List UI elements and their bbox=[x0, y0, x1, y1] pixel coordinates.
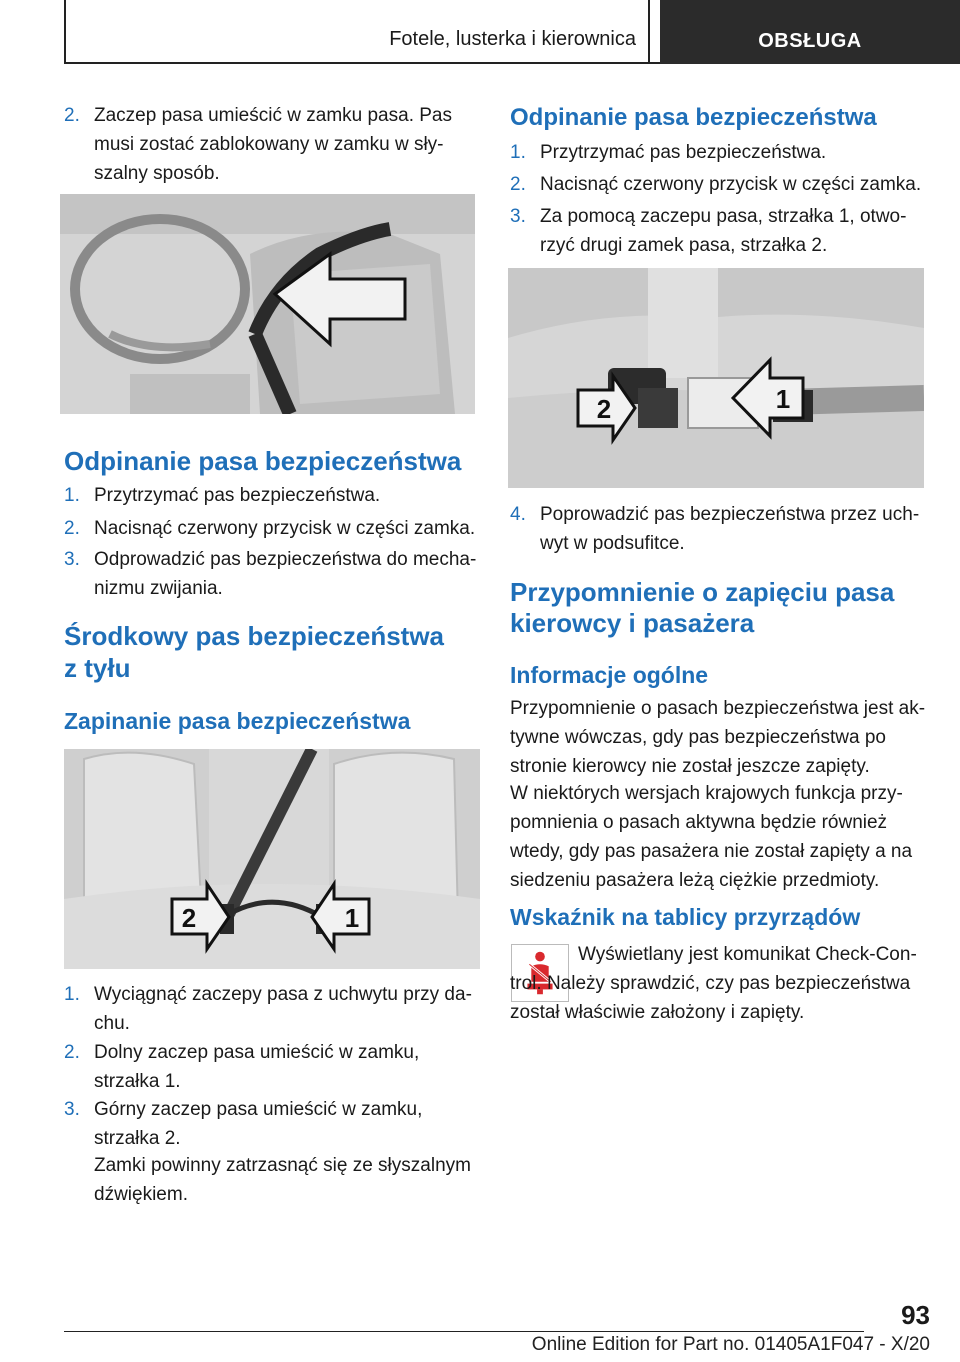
arrow-label-1: 1 bbox=[344, 903, 360, 933]
step-number: 1. bbox=[64, 485, 80, 506]
step-text: Górny zaczep pasa umieścić w zamku, strzałka 2. bbox=[94, 1099, 423, 1149]
step-text: Poprowadzić pas bezpieczeństwa przez uchwyt w podsufitce. bbox=[540, 504, 920, 554]
step-number: 3. bbox=[64, 1099, 80, 1120]
step-number: 1. bbox=[510, 142, 526, 163]
step-number: 2. bbox=[510, 174, 526, 195]
rear-center-belt-photo bbox=[64, 749, 480, 969]
step-number: 3. bbox=[510, 206, 526, 227]
step-text: Odprowadzić pas bezpieczeństwa do mechanizmu zwijania. bbox=[94, 549, 477, 599]
step-number: 1. bbox=[64, 984, 80, 1005]
indicator-subheading: Wskaźnik na tablicy przyrządów bbox=[510, 904, 861, 930]
page-number: 93 bbox=[901, 1300, 930, 1330]
reminder-heading-line2: kierowcy i pasażera bbox=[510, 608, 755, 638]
arrow-label-2: 2 bbox=[181, 903, 197, 933]
step-text: Nacisnąć czerwony przycisk w części zamka. bbox=[540, 174, 922, 195]
step-text: Wyciągnąć zaczepy pasa z uchwytu przy dachu. bbox=[94, 984, 472, 1034]
reminder-heading-line1: Przypomnienie o zapięciu pasa bbox=[510, 577, 895, 607]
step-number: 4. bbox=[510, 504, 526, 525]
general-info-subheading: Informacje ogólne bbox=[510, 662, 709, 688]
center-belt-heading-line1: Środkowy pas bezpieczeństwa bbox=[64, 621, 445, 651]
general-info-paragraph-1: Przypomnienie o pasach bezpieczeństwa jest aktywne wówczas, gdy pas bezpieczeństwa po stronie kierowcy nie został jeszcze zapięty. bbox=[510, 698, 926, 777]
step-number: 2. bbox=[64, 518, 80, 539]
header-divider bbox=[648, 0, 650, 64]
step-text: Przytrzymać pas bezpieczeństwa. bbox=[540, 142, 827, 163]
buckle-note: Zamki powinny zatrzasnąć się ze słyszalnym dźwiękiem. bbox=[94, 1155, 471, 1205]
general-info-paragraph-2: W niektórych wersjach krajowych funkcja przypomnienia o pasach aktywna będzie również wtedy, gdy pas pasażera nie został zapięty a na siedzeniu pasażera leżą ciężkie przedmioty. bbox=[510, 783, 913, 891]
indicator-text: Wyświetlany jest komunikat Check-Control. Należy sprawdzić, czy pas bezpieczeństwa został właściwie założony i zapięty. bbox=[510, 944, 917, 1023]
step-number: 2. bbox=[64, 105, 80, 126]
center-belt-heading-line2: z tyłu bbox=[64, 653, 131, 683]
header-chapter-tab: OBSŁUGA bbox=[660, 0, 960, 64]
header-bottom-rule bbox=[64, 62, 660, 64]
footer-edition: Online Edition for Part no. 01405A1F047 - X/20 bbox=[531, 1334, 930, 1355]
step-text: Nacisnąć czerwony przycisk w części zamka. bbox=[94, 518, 476, 539]
header-section-title: Fotele, lusterka i kierownica bbox=[389, 28, 636, 50]
step-text: Przytrzymać pas bezpieczeństwa. bbox=[94, 485, 381, 506]
step-number: 2. bbox=[64, 1042, 80, 1063]
step-text: Za pomocą zaczepu pasa, strzałka 1, otworzyć drugi zamek pasa, strzałka 2. bbox=[540, 206, 907, 256]
step-text: Dolny zaczep pasa umieścić w zamku, strzałka 1. bbox=[94, 1042, 420, 1092]
step-text: Zaczep pasa umieścić w zamku pasa. Pas musi zostać zablokowany w zamku w słyszalny sposób. bbox=[94, 105, 452, 184]
step-number: 3. bbox=[64, 549, 80, 570]
footer-rule bbox=[64, 1331, 864, 1332]
seat-belt-buckle-photo bbox=[60, 194, 475, 414]
arrow-label-1: 1 bbox=[775, 384, 791, 414]
unbuckle-heading-right: Odpinanie pasa bezpieczeństwa bbox=[510, 104, 877, 131]
buckle-release-photo bbox=[508, 268, 924, 488]
unbuckle-heading: Odpinanie pasa bezpieczeństwa bbox=[64, 446, 462, 476]
arrow-label-2: 2 bbox=[596, 394, 612, 424]
buckle-subheading: Zapinanie pasa bezpieczeństwa bbox=[64, 708, 411, 734]
